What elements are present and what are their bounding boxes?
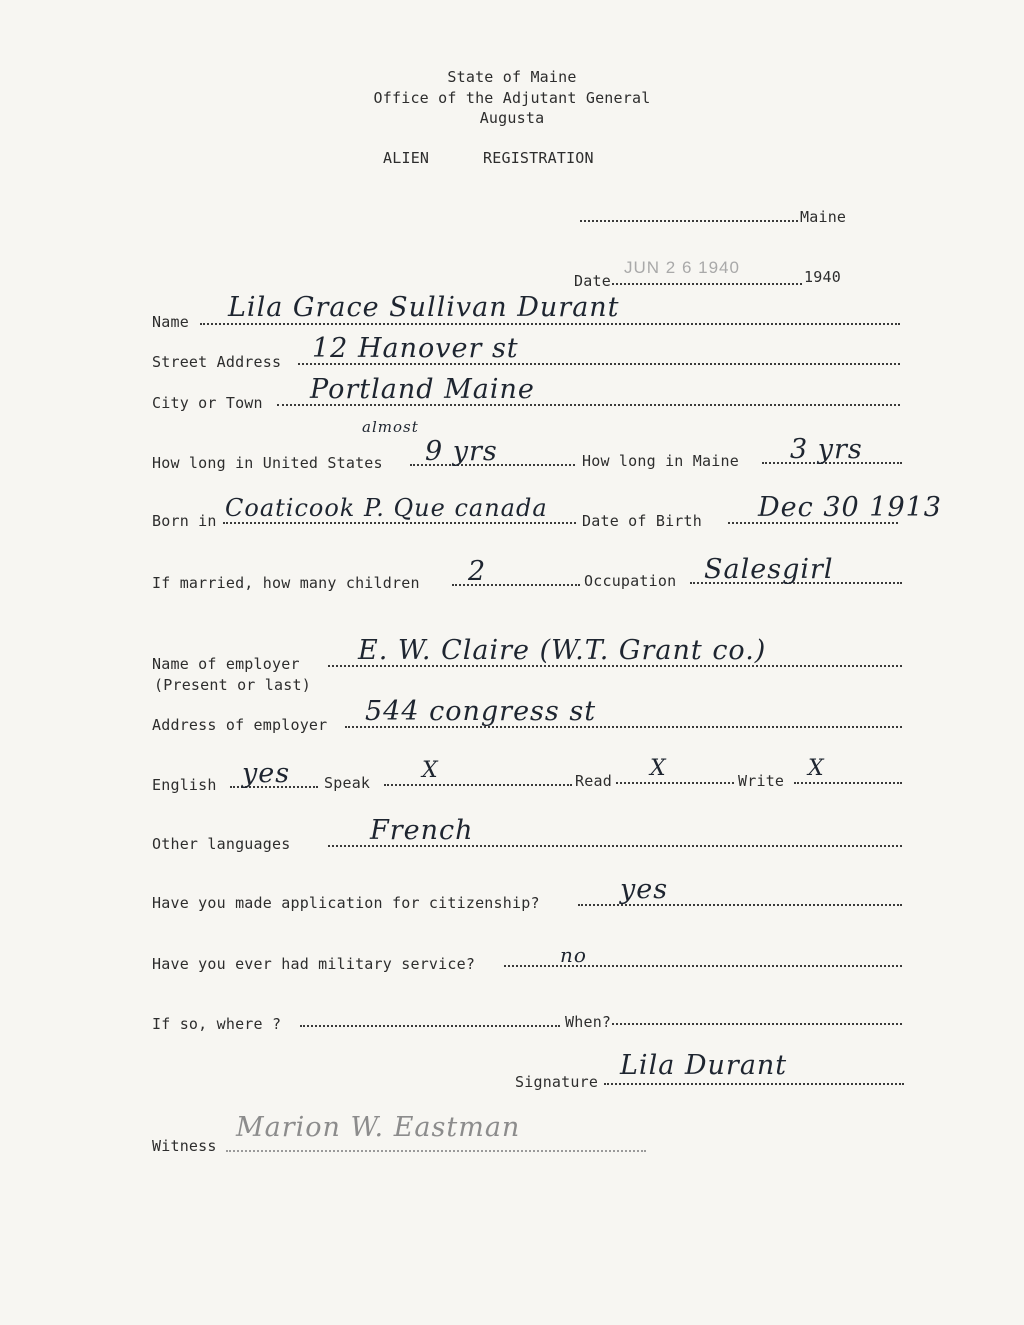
witness-value: Marion W. Eastman xyxy=(236,1112,521,1143)
speak-label: Speak xyxy=(324,774,371,792)
signature-value: Lila Durant xyxy=(620,1050,788,1081)
write-label: Write xyxy=(738,772,785,790)
write-blank xyxy=(794,782,902,784)
street-value: 12 Hanover st xyxy=(312,333,519,364)
header-office: Office of the Adjutant General xyxy=(373,89,651,107)
header-alien: ALIEN xyxy=(383,149,430,167)
other-languages-label: Other languages xyxy=(152,835,291,853)
signature-blank xyxy=(604,1083,904,1085)
born-blank xyxy=(223,522,576,524)
when-blank xyxy=(612,1023,902,1025)
speak-value: X xyxy=(422,758,439,783)
employer-value: E. W. Claire (W.T. Grant co.) xyxy=(358,635,767,666)
dob-value: Dec 30 1913 xyxy=(758,492,942,523)
other-languages-value: French xyxy=(370,815,474,846)
header-state: State of Maine xyxy=(447,68,577,86)
signature-label: Signature xyxy=(515,1073,599,1091)
born-label: Born in xyxy=(152,512,217,530)
name-value: Lila Grace Sullivan Durant xyxy=(228,292,620,323)
where-label: If so, where ? xyxy=(152,1015,282,1033)
street-label: Street Address xyxy=(152,353,282,371)
citizenship-label: Have you made application for citizenship? xyxy=(152,894,540,912)
place-blank xyxy=(580,220,798,222)
dob-label: Date of Birth xyxy=(582,512,702,530)
place-suffix: Maine xyxy=(800,208,847,226)
name-label: Name xyxy=(152,313,189,331)
military-value: no xyxy=(560,943,587,967)
us-years-label: How long in United States xyxy=(152,454,383,472)
english-value: yes xyxy=(242,758,291,789)
header-registration: REGISTRATION xyxy=(483,149,594,167)
city-value: Portland Maine xyxy=(310,374,535,405)
occupation-value: Salesgirl xyxy=(704,554,834,585)
read-label: Read xyxy=(575,772,612,790)
header-city: Augusta xyxy=(479,109,545,127)
occupation-label: Occupation xyxy=(584,572,677,590)
children-label: If married, how many children xyxy=(152,574,420,592)
speak-blank xyxy=(384,784,572,786)
us-years-note: almost xyxy=(362,418,419,436)
maine-years-label: How long in Maine xyxy=(582,452,739,470)
date-blank xyxy=(612,283,802,285)
citizenship-value: yes xyxy=(620,874,669,905)
witness-blank xyxy=(226,1150,646,1152)
employer-label: Name of employer xyxy=(152,655,300,673)
date-label: Date xyxy=(574,272,611,290)
military-label: Have you ever had military service? xyxy=(152,955,476,973)
employer-address-value: 544 congress st xyxy=(365,696,597,727)
city-label: City or Town xyxy=(152,394,263,412)
employer-sublabel: (Present or last) xyxy=(154,676,311,694)
born-value: Coaticook P. Que canada xyxy=(225,494,548,522)
read-blank xyxy=(616,782,734,784)
witness-label: Witness xyxy=(152,1137,217,1155)
write-value: X xyxy=(808,756,825,781)
children-value: 2 xyxy=(468,556,487,587)
us-years-value: 9 yrs xyxy=(425,436,498,467)
when-label: When? xyxy=(565,1013,612,1031)
where-blank xyxy=(300,1025,560,1027)
english-label: English xyxy=(152,776,217,794)
employer-address-label: Address of employer xyxy=(152,716,328,734)
date-year: 1940 xyxy=(804,268,841,286)
read-value: X xyxy=(650,756,667,781)
name-blank xyxy=(200,323,900,325)
date-stamp: JUN 2 6 1940 xyxy=(624,258,740,277)
maine-years-value: 3 yrs xyxy=(790,434,863,465)
